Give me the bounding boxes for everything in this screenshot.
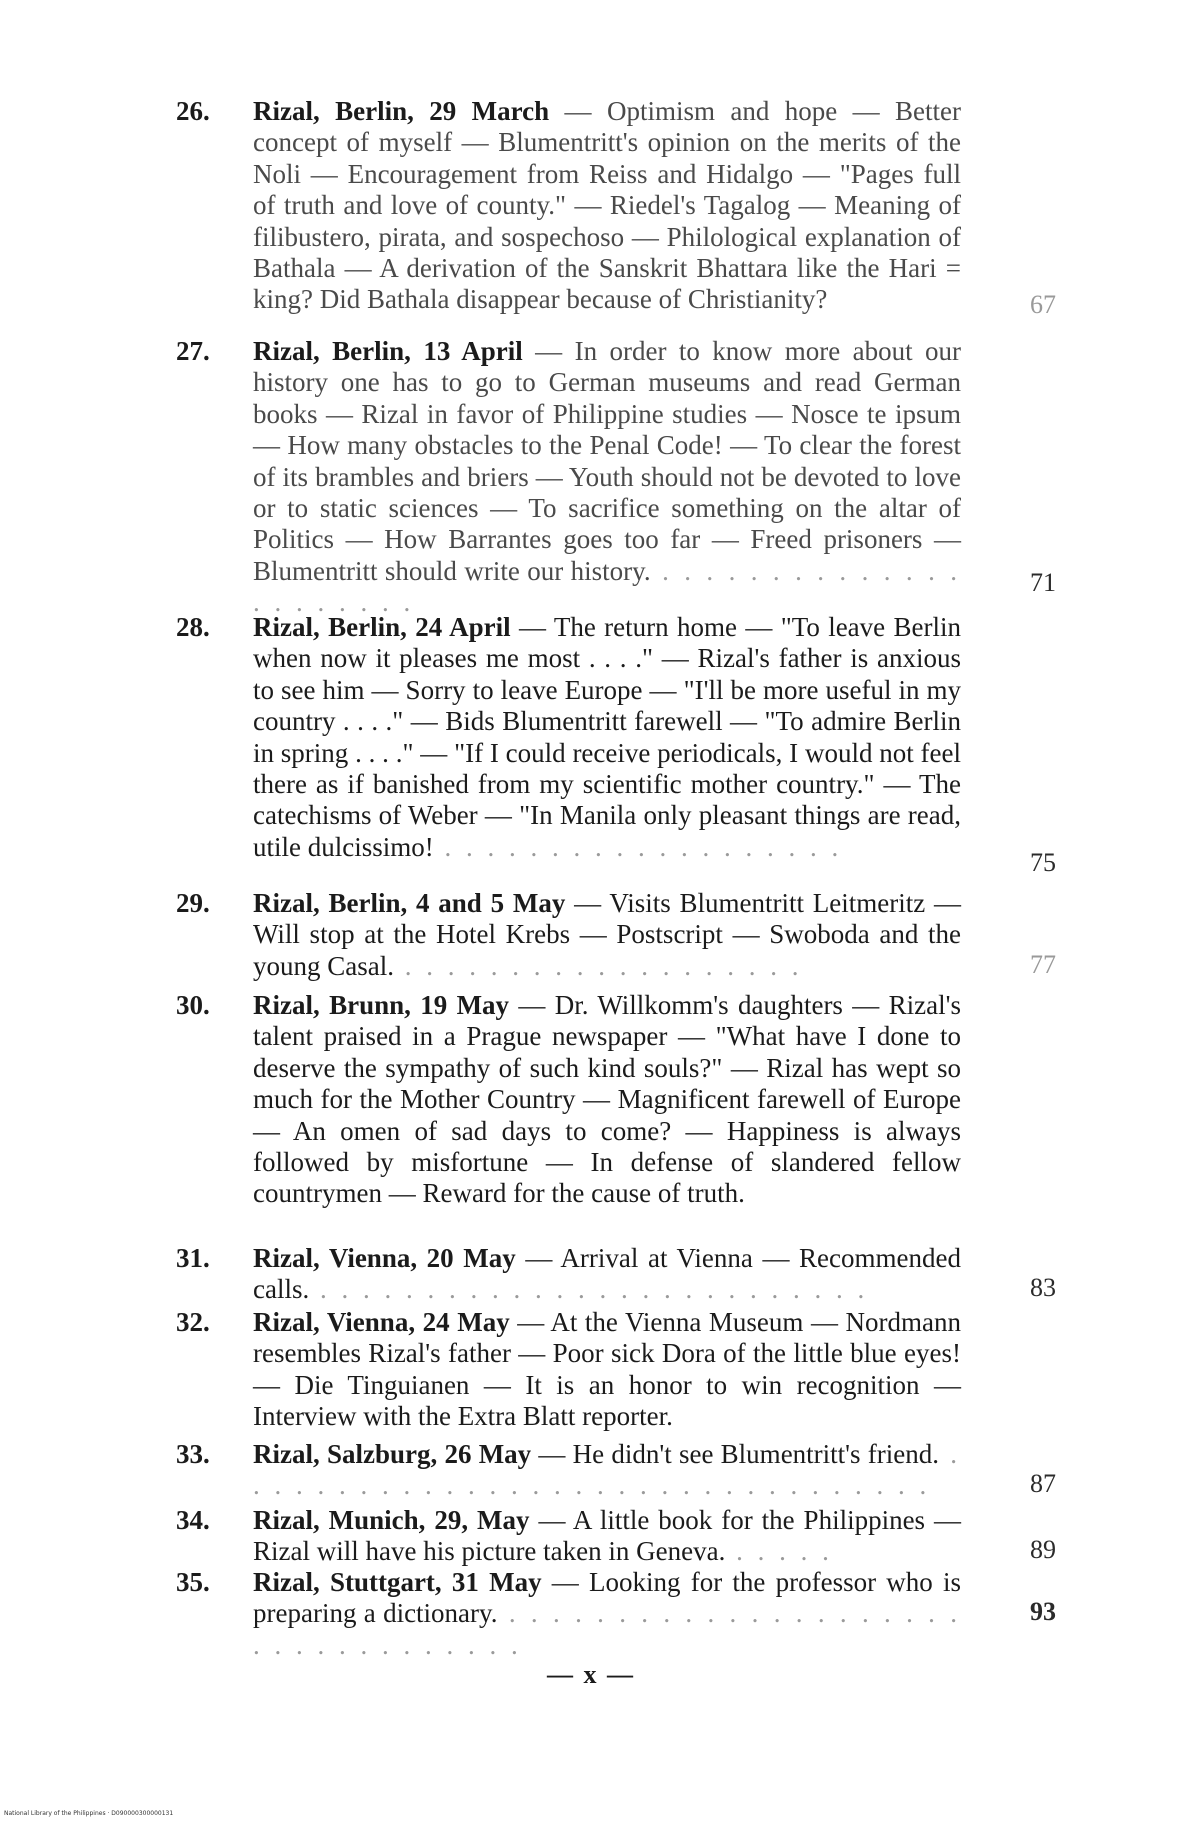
entry-page-number: 75 — [1030, 848, 1056, 877]
entry-page-number: 83 — [1030, 1273, 1056, 1302]
entry-page-number: 93 — [1030, 1597, 1056, 1626]
toc-entry-32 — [176, 1307, 1056, 1437]
entry-number: 28. — [176, 612, 210, 642]
entry-body: — Arrival at Vienna — Recommended calls. — [253, 1243, 961, 1305]
entry-heading: Rizal, Munich, 29, May — [253, 1505, 530, 1535]
toc-entry-26 — [176, 96, 1056, 328]
entry-text — [253, 1307, 961, 1433]
toc-entry-31 — [176, 1243, 1056, 1313]
toc-entry-29 — [176, 888, 1056, 988]
entry-heading: Rizal, Berlin, 13 April — [253, 336, 523, 366]
entry-number: 26. — [176, 96, 210, 126]
entry-text: Rizal, Berlin, 24 April — The return home — "To leave Berlin when now it pleases me most . . . ." — Rizal's father is anxious to see him — Sorry to leave Europe — "I'll be more useful in my country . . . ." — Bids Blumentritt farewell — "To admire Berlin in spring . . . ." — "If I could receive periodicals, I would not feel there as if banished from my scientific mother country." — The catechisms of Weber — "In Manila only pleasant things are read, utile dulcissimo! . . . . . . . . . . . . . . . . . . . — [253, 612, 962, 862]
entry-text: Rizal, Munich, 29, May — A little book for the Philippines — Rizal will have his picture taken in Geneva. . . . . . — [253, 1505, 961, 1567]
entry-number: 35. — [176, 1567, 210, 1597]
entry-text: Rizal, Salzburg, 26 May — He didn't see Blumentritt's friend. . . . . . . . . . . . . . . . . . . . . . . . . . . . . . . . . . — [253, 1439, 961, 1501]
entry-body: — A little book for the Philippines — Rizal will have his picture taken in Geneva. — [253, 1505, 961, 1567]
entry-number: 29. — [176, 888, 210, 918]
entry-heading: Rizal, Brunn, 19 May — [253, 990, 510, 1020]
toc-entry-34 — [176, 1505, 1056, 1575]
entry-text: Rizal, Vienna, 20 May — Arrival at Vienna — Recommended calls. . . . . . . . . . . . . . . . . . . . . . . . . . . — [253, 1243, 961, 1305]
entry-text: Rizal, Stuttgart, 31 May — Looking for the professor who is preparing a dictionary. . . . . . . . . . . . . . . . . . . . . . . . . . . . . . . . . . . — [253, 1567, 962, 1660]
entry-page-number: 89 — [1030, 1535, 1056, 1564]
toc-entry-30 — [176, 990, 1056, 1228]
entry-page-number: 77 — [1030, 950, 1056, 979]
entry-body: — Looking for the professor who is preparing a dictionary. — [253, 1567, 962, 1629]
entry-number: 34. — [176, 1505, 210, 1535]
entry-number: 33. — [176, 1439, 210, 1469]
entry-heading: Rizal, Vienna, 20 May — [253, 1243, 516, 1273]
entry-body: — He didn't see Blumentritt's friend. — [531, 1439, 939, 1469]
entry-page-number: 67 — [1030, 290, 1056, 319]
entry-page-number: 87 — [1030, 1469, 1056, 1498]
toc-entry-33 — [176, 1439, 1056, 1509]
toc-entry-27 — [176, 336, 1056, 618]
toc-entry-28 — [176, 612, 1056, 882]
entry-body: — At the Vienna Museum — Nordmann resembles Rizal's father — Poor sick Dora of the little blue eyes! — Die Tinguianen — It is an honor to win recognition — Interview with the Extra Blatt reporter. — [253, 1307, 961, 1432]
library-footer: National Library of the Philippines · D090000300000131 — [4, 1810, 174, 1817]
entry-number: 31. — [176, 1243, 210, 1273]
entry-heading: Rizal, Salzburg, 26 May — [253, 1439, 532, 1469]
entry-number: 30. — [176, 990, 210, 1020]
entry-body: — The return home — "To leave Berlin when now it pleases me most . . . ." — Rizal's father is anxious to see him — Sorry to leave Europe — "I'll be more useful in my country . . . ." — Bids Blumentritt farewell — "To admire Berlin in spring . . . ." — "If I could receive periodicals, I would not feel there as if banished from my scientific mother country." — The catechisms of Weber — "In Manila only pleasant things are read, utile dulcissimo! — [253, 612, 962, 862]
entry-body: — In order to know more about our history one has to go to German museums and read German books — Rizal in favor of Philippine studies — Nosce te ipsum — How many obstacles to the Penal Code! — To clear the forest of its brambles and briers — Youth should not be devoted to love or to static sciences — To sacrifice something on the altar of Politics — How Barrantes goes too far — Freed prisoners — Blumentritt should write our history. — [253, 336, 961, 586]
page-folio: — x — — [547, 1660, 635, 1689]
entry-heading: Rizal, Berlin, 24 April — [253, 612, 511, 642]
entry-heading: Rizal, Berlin, 4 and 5 May — [253, 888, 566, 918]
entry-page-number: 71 — [1030, 568, 1056, 597]
entry-text — [253, 990, 961, 1210]
entry-body: — Dr. Willkomm's daughters — Rizal's talent praised in a Prague newspaper — "What have I done to deserve the sympathy of such kind souls?" — Rizal has wept so much for the Mother Country — Magnificent farewell of Europe — An omen of sad days to come? — Happiness is always followed by misfortune — In defense of slandered fellow countrymen — Reward for the cause of truth. — [253, 990, 961, 1209]
entry-body: — Optimism and hope — Better concept of myself — Blumentritt's opinion on the merits of the Noli — Encouragement from Reiss and Hidalgo — "Pages full of truth and love of county." — Riedel's Tagalog — Meaning of filibustero, pirata, and sospechoso — Philological explanation of Bathala — A derivation of the Sanskrit Bhattara like the Hari = king? Did Bathala disappear because of Christianity? — [253, 96, 961, 315]
entry-number: 27. — [176, 336, 210, 366]
entry-text: Rizal, Berlin, 13 April — In order to know more about our history one has to go to German museums and read German books — Rizal in favor of Philippine studies — Nosce te ipsum — How many obstacles to the Penal Code! — To clear the forest of its brambles and briers — Youth should not be devoted to love or to static sciences — To sacrifice something on the altar of Politics — How Barrantes goes too far — Freed prisoners — Blumentritt should write our history. . . . . . . . . . . . . . . . . . . . . . . — [253, 336, 962, 618]
entry-text: Rizal, Berlin, 4 and 5 May — Visits Blumentritt Leitmeritz — Will stop at the Hotel Krebs — Postscript — Swoboda and the young Casal. . . . . . . . . . . . . . . . . . . . — [253, 888, 961, 981]
entry-heading: Rizal, Berlin, 29 March — [253, 96, 550, 126]
entry-body: — Visits Blumentritt Leitmeritz — Will stop at the Hotel Krebs — Postscript — Swoboda and the young Casal. — [253, 888, 961, 981]
entry-text — [253, 96, 961, 316]
toc-entry-35 — [176, 1567, 1056, 1660]
entry-number: 32. — [176, 1307, 210, 1337]
entry-heading: Rizal, Vienna, 24 May — [253, 1307, 510, 1337]
entry-heading: Rizal, Stuttgart, 31 May — [253, 1567, 542, 1597]
